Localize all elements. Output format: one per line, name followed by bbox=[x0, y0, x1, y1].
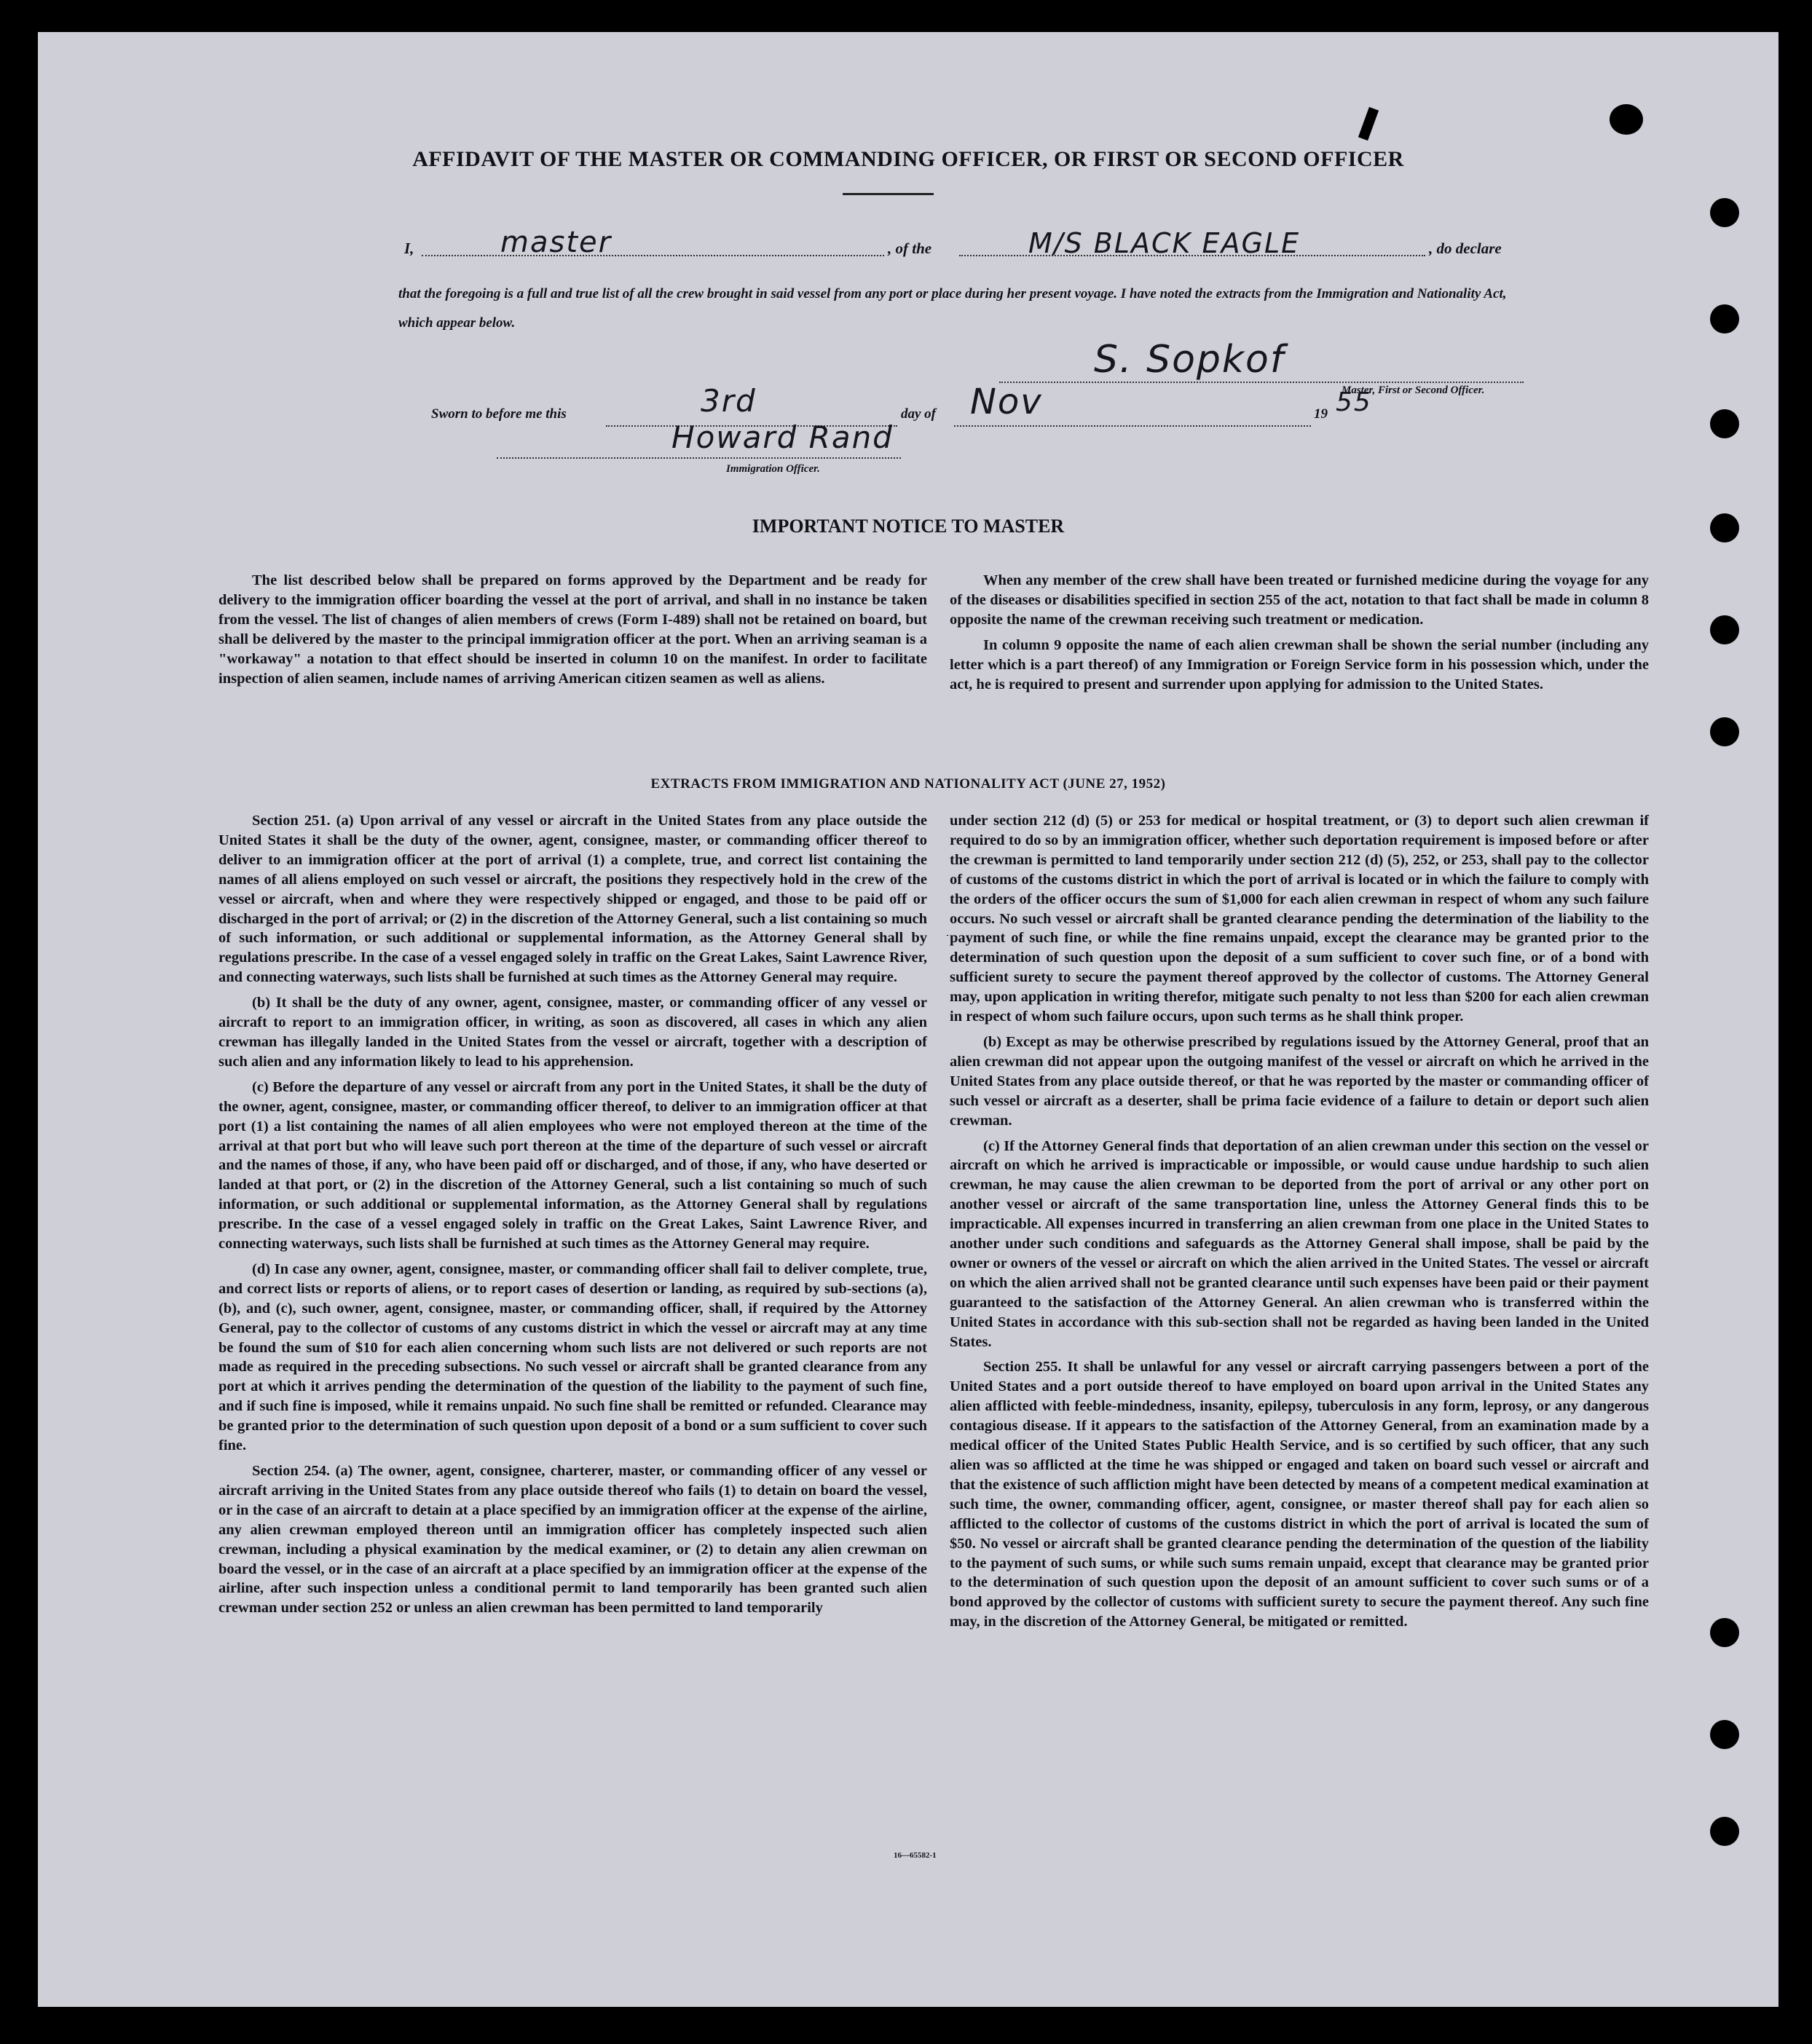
section-paragraph: (c) If the Attorney General finds that deportation of an alien crewman under this section on the vessel or aircraft on which he arrived is impracticable or impossible, or would cause undue hardship to such alien crewman, he may cause the alien crewman to be deported from the port of arrival or any other port on another vessel or aircraft of the same transportation line, unless the Attorney General finds this to be impracticable. All expenses incurred in transferring an alien crewman from one place in the United States to another under such conditions and safeguards as the Attorney General shall impose, shall be paid by the owner or owners of the vessel or aircraft on which the alien arrived in the United States. The vessel or aircraft on which the alien arrived shall not be granted clearance until such expenses have been paid or their payment guaranteed to the satisfaction of the Attorney General. An alien crewman who is transferred within the United States in accordance with this sub-section shall not be regarded as having been landed in the United States. bbox=[950, 1137, 1649, 1350]
do-declare-label: , do declare bbox=[1429, 240, 1502, 257]
ink-blot bbox=[1610, 104, 1643, 135]
declaration-line bbox=[398, 226, 1516, 262]
title-rule bbox=[843, 193, 934, 195]
day-handwritten: 3rd bbox=[701, 383, 757, 419]
extracts-left-column bbox=[218, 811, 927, 1624]
section-paragraph: (d) In case any owner, agent, consignee, master, or commanding officer shall fail to deliver complete, true, and correct lists or reports of aliens, or to report cases of desertion or landing, as required by sub-sections (a), (b), and (c), such owner, agent, consignee, master, or commanding officer, shall, if required by the Attorney General, pay to the collector of customs of any customs district in which the vessel or aircraft may at any time be found the sum of $10 for each alien concerning whom such lists are not delivered or such reports are not made as required in the preceding subsections. No such vessel or aircraft shall be granted clearance from any port at which it arrives pending the determination of the question of the liability to the payment of such fine, and if such fine is imposed, while it remains unpaid. No such fine shall be remitted or refunded. Clearance may be granted prior to the determination of such question upon deposit of a bond or a sum sufficient to cover such fine. bbox=[218, 1260, 927, 1454]
sworn-label: Sworn to before me this bbox=[431, 406, 567, 422]
year-prefix: 19 bbox=[1314, 406, 1328, 422]
punch-hole bbox=[1710, 615, 1739, 644]
month-handwritten: Nov bbox=[970, 382, 1043, 422]
day-of-label: day of bbox=[901, 406, 937, 422]
year-handwritten: 55 bbox=[1336, 387, 1372, 417]
i-label: I, bbox=[404, 240, 414, 257]
punch-hole bbox=[1710, 513, 1739, 542]
punch-hole bbox=[1710, 198, 1739, 227]
vessel-handwritten: M/S BLACK EAGLE bbox=[1028, 227, 1301, 259]
role-underline bbox=[422, 255, 884, 256]
section-paragraph: (c) Before the departure of any vessel or aircraft from any port in the United States, it shall be the duty of the owner, agent, consignee, master, or commanding officer thereof, to deliver to an immigration officer at that port (1) a list containing the names of all alien employees who were not employed thereon at the time of the arrival at that port but who will leave such port thereon at the time of the departure of such vessel or aircraft and the names of those, if any, who have been paid off or discharged, and of those, if any, who have deserted or landed at that port, or (2) in the discretion of the Attorney General, such a list containing so much of such information, or such additional or supplemental information, as the Attorney General shall by regulations prescribe. In the case of a vessel engaged solely in traffic on the Great Lakes, Saint Lawrence River, and connecting waterways, such lists shall be furnished at such times as the Attorney General may require. bbox=[218, 1078, 927, 1252]
officer-underline bbox=[497, 457, 901, 459]
notice-right-column bbox=[950, 571, 1649, 700]
notice-paragraph: The list described below shall be prepared on forms approved by the Department and be ready for delivery to the immigration officer boarding the vessel at the port of arrival, and shall in no instance be taken from the vessel. The list of changes of alien members of crews (Form I-489) shall not be retained on board, but shall be delivered by the master to the principal immigration officer at the port. When an arriving seaman is a "workaway" a notation to that effect should be inserted in column 10 on the manifest. In order to facilitate inspection of alien seamen, include names of arriving American citizen seamen as well as aliens. bbox=[218, 572, 927, 687]
punch-hole bbox=[1710, 304, 1739, 334]
extracts-title: EXTRACTS FROM IMMIGRATION AND NATIONALITY ACT (JUNE 27, 1952) bbox=[650, 776, 1166, 792]
role-handwritten: master bbox=[500, 226, 612, 259]
signature-underline bbox=[999, 382, 1524, 383]
notice-title: IMPORTANT NOTICE TO MASTER bbox=[752, 516, 1065, 537]
section-paragraph: Section 254. (a) The owner, agent, consignee, charterer, master, or commanding officer of any vessel or aircraft arriving in the United States from any place outside thereof who fails (1) to detain on board the vessel, or in the case of an aircraft to detain at a place specified by an immigration officer at the expense of the airline, any alien crewman employed thereon until an immigration officer has completely inspected such alien crewman, including a physical examination by the medical examiner, or (2) to detain any alien crewman on board the vessel, or in the case of an aircraft at a place specified by an immigration officer at the expense of the airline, after such inspection unless a conditional permit to land temporarily has been granted such alien crewman under section 252 or unless an alien crewman has been permitted to land temporarily bbox=[218, 1463, 927, 1617]
section-paragraph: under section 212 (d) (5) or 253 for medical or hospital treatment, or (3) to deport such alien crewman if required to do so by an immigration officer, whether such deportation requirement is imposed before or after the crewman is permitted to land temporarily under section 212 (d) (5), 252, or 253, shall pay to the collector of customs of the customs district in which the port of arrival is located or in which the failure to comply with the orders of the officer occurs the sum of $1,000 for each alien crewman in respect of whom any such failure occurs. No such vessel or aircraft shall be granted clearance pending the determination of the liability to the payment of such fine, or while the fine remains unpaid, except the clearance may be granted prior to the determination of such question upon the deposit of a sum sufficient to cover such fine, or of a bond with sufficient surety to secure the payment thereof approved by the collector of customs. The Attorney General may, upon application in writing therefor, mitigate such penalty to not less than $200 for each alien crewman in respect of whom such failure occurs, upon such terms as he shall think proper. bbox=[950, 813, 1649, 1025]
extracts-right-column bbox=[950, 811, 1649, 1638]
sworn-block bbox=[395, 338, 1531, 475]
declaration-text: that the foregoing is a full and true list of all the crew brought in said vessel from any port or place during her present voyage. I have noted the extracts from the Immigration and Nationality Act, which appear below. bbox=[398, 286, 1507, 331]
section-paragraph: Section 255. It shall be unlawful for any vessel or aircraft carrying passengers between a port of the United States and a port outside thereof to have employed on board upon arrival in the United States any alien afflicted with feeble-mindedness, insanity, epilepsy, tuberculosis in any form, leprosy, or any dangerous contagious disease. If it appears to the satisfaction of the Attorney General, from an examination made by a medical officer of the United States Public Health Service, and is so certified by such officer, that any such alien was so afflicted at the time he was shipped or engaged and taken on board such vessel or aircraft and that the existence of such affliction might have been detected by means of a competent medical examination at such time, the owner, commanding officer, agent, consignee, or master thereof shall pay for each alien so afflicted to the collector of customs of the customs district in which the port of arrival is located the sum of $50. No vessel or aircraft shall be granted clearance pending the determination of the question of the liability to the payment of such sums, or while such sums remain unpaid, except that clearance may be granted prior to the determination of such question upon the deposit of an amount sufficient to cover such sums or of a bond approved by the collector of customs with sufficient surety to secure the payment thereof. Any such fine may, in the discretion of the Attorney General, be mitigated or remitted. bbox=[950, 1359, 1649, 1630]
document-page bbox=[38, 32, 1778, 2007]
form-number: 16—65582-1 bbox=[894, 1851, 937, 1860]
punch-hole bbox=[1710, 409, 1739, 438]
notice-left-column bbox=[218, 571, 927, 694]
notice-paragraph: When any member of the crew shall have been treated or furnished medicine during the voyage for any of the diseases or disabilities specified in section 255 of the act, notation to that fact shall be made in column 8 opposite the name of the crewman receiving such treatment or medication. bbox=[950, 572, 1649, 628]
section-paragraph: (b) It shall be the duty of any owner, agent, consignee, master, or commanding officer of any vessel or aircraft to report to an immigration officer, in writing, as soon as discovered, all cases in which any alien crewman has illegally landed in the United States from the vessel or aircraft, together with a description of such alien and any information likely to lead to his apprehension. bbox=[218, 995, 927, 1070]
officer-handwritten: Howard Rand bbox=[671, 419, 894, 455]
notice-paragraph: In column 9 opposite the name of each alien crewman shall be shown the serial number (including any letter which is a part thereof) of any Immigration or Foreign Service form in his possession which, under the act, he is required to present and surrender upon applying for admission to the United States. bbox=[950, 636, 1649, 692]
signature-handwritten: S. Sopkof bbox=[1094, 338, 1285, 382]
fold-mark bbox=[947, 935, 948, 936]
section-paragraph: Section 251. (a) Upon arrival of any vessel or aircraft in the United States from any place outside the United States it shall be the duty of the owner, agent, consignee, master, or commanding officer thereof to deliver to an immigration officer at the port of arrival (1) a complete, true, and correct list containing the names of all aliens employed on such vessel or aircraft, the positions they respectively hold in the crew of the vessel or aircraft, when and where they were respectively shipped or engaged, and those to be paid off or discharged in the port of arrival; or (2) in the discretion of the Attorney General, such a list containing so much of such information, or such additional or supplemental information, as the Attorney General shall by regulations prescribe. In the case of a vessel engaged solely in traffic on the Great Lakes, Saint Lawrence River, and connecting waterways, such lists shall be furnished at such times as the Attorney General may require. bbox=[218, 813, 927, 986]
signature-label: Master, First or Second Officer. bbox=[1342, 384, 1485, 396]
punch-hole bbox=[1710, 1720, 1739, 1749]
punch-hole bbox=[1710, 717, 1739, 746]
section-paragraph: (b) Except as may be otherwise prescribed by regulations issued by the Attorney General, proof that an alien crewman did not appear upon the outgoing manifest of the vessel or aircraft on which he arrived in the United States from any place outside thereof, or that he was reported by the master or commanding officer of such vessel or aircraft as a deserter, shall be prima facie evidence of a failure to detain or deport such alien crewman. bbox=[950, 1033, 1649, 1129]
of-the-label: , of the bbox=[888, 240, 932, 257]
month-underline bbox=[954, 425, 1311, 427]
punch-hole bbox=[1710, 1817, 1739, 1846]
affidavit-title: AFFIDAVIT OF THE MASTER OR COMMANDING OFFICER, OR FIRST OR SECOND OFFICER bbox=[412, 147, 1404, 171]
punch-hole bbox=[1710, 1618, 1739, 1647]
officer-label: Immigration Officer. bbox=[726, 463, 820, 475]
